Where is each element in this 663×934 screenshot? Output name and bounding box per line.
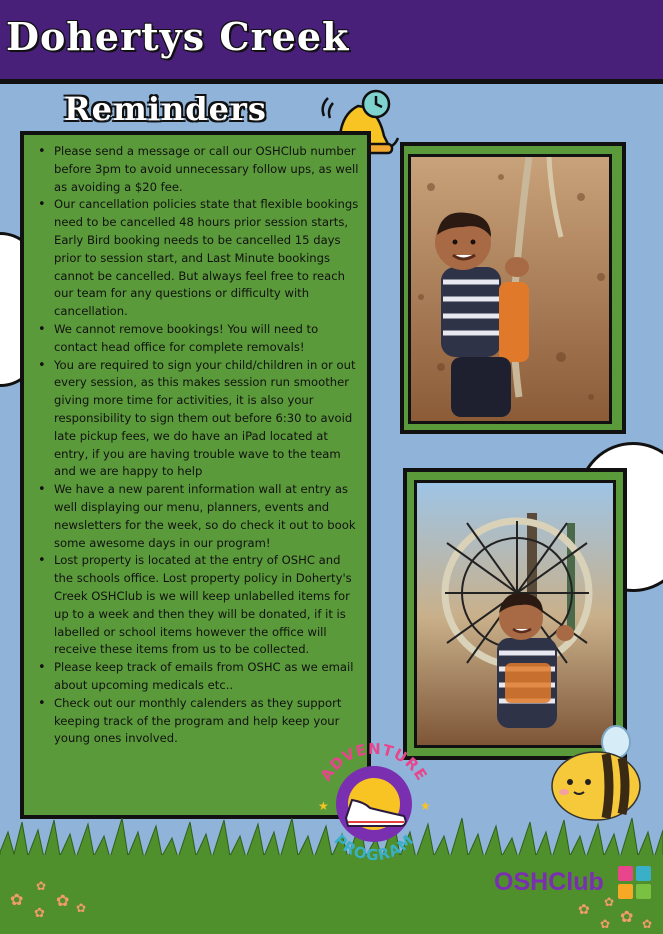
flower-icon: ✿ bbox=[36, 879, 47, 893]
flower-icon: ✿ bbox=[76, 901, 87, 915]
reminders-list bbox=[36, 143, 359, 748]
page-header bbox=[0, 0, 663, 84]
bee-icon bbox=[548, 720, 644, 822]
flower-icon: ✿ bbox=[10, 892, 24, 909]
photo-child-on-rope bbox=[408, 154, 612, 424]
flower-icon: ✿ bbox=[34, 905, 45, 920]
flower-icon: ✿ bbox=[56, 893, 70, 910]
list-item: • You are required to sign your child/children in or out every session, as this makes session run smoother giving more time for activities, it is also your responsibility to sign them out before 6:30 to avoid late pickup fees, we do have an iPad located at entry, if you are having trouble wave to the team and we are happy to help bbox=[36, 357, 359, 482]
flower-icon: ✿ bbox=[620, 909, 634, 926]
reminders-panel bbox=[20, 131, 371, 819]
list-item: • Check out our monthly calenders as they support keeping track of the program and help keep your young ones involved. bbox=[36, 695, 359, 748]
list-item: • Our cancellation policies state that flexible bookings need to be cancelled 48 hours prior session starts, Early Bird booking needs to be cancelled 15 days prior to session start, and Last Minute bookings cannot be cancelled. But always feel free to reach our team for any questions or difficulty with cancellation. bbox=[36, 196, 359, 321]
list-item: • We cannot remove bookings! You will need to contact head office for complete removals! bbox=[36, 321, 359, 357]
svg-text:★: ★ bbox=[420, 799, 431, 813]
flower-icon: ✿ bbox=[578, 901, 590, 917]
list-item: • Please keep track of emails from OSHC as we email about upcoming medicals etc.. bbox=[36, 659, 359, 695]
adventure-program-badge bbox=[308, 738, 440, 870]
oshclub-logo bbox=[494, 868, 604, 897]
badge-top-text: ADVENTURE bbox=[316, 739, 432, 785]
list-item: • Lost property is located at the entry of OSHC and the schools office. Lost property policy in Doherty's Creek OSHClub is we will keep unlabelled items for up to a week and then they will be donated, if it is labelled or school items however the office will receive these items from us to be collected. bbox=[36, 552, 359, 659]
flower-icon: ✿ bbox=[642, 917, 653, 931]
flower-icon: ✿ bbox=[600, 917, 611, 931]
svg-text:★: ★ bbox=[318, 799, 329, 813]
logo-text-osh: OSH bbox=[494, 868, 549, 896]
section-title: Reminders bbox=[64, 90, 267, 128]
badge-bottom-text: PROGRAM bbox=[330, 830, 418, 865]
list-item: • Please send a message or call our OSHClub number before 3pm to avoid unnecessary follow ups, as well as avoiding a $20 fee. bbox=[36, 143, 359, 196]
list-item: • We have a new parent information wall at entry as well displaying our menu, planners, events and newsletters for the week, so do check it out to book some awesome days in our program! bbox=[36, 481, 359, 552]
page-title: Dohertys Creek bbox=[6, 14, 350, 59]
logo-text-club: Club bbox=[548, 868, 604, 896]
flower-icon: ✿ bbox=[604, 895, 615, 909]
logo-squares-icon bbox=[618, 866, 652, 900]
photo-child-on-climbing-net bbox=[414, 480, 616, 748]
